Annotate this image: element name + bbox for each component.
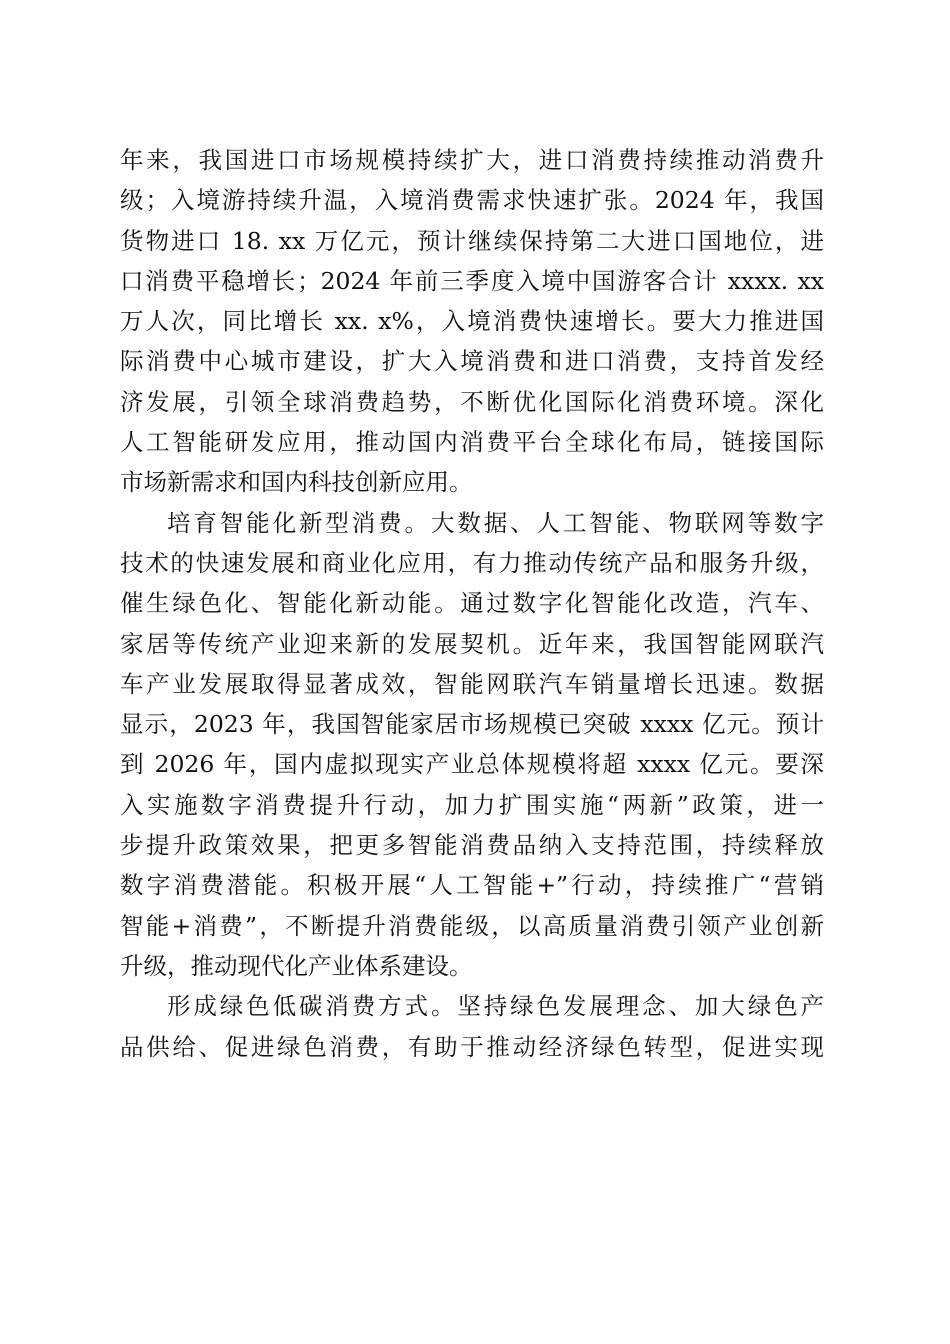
text-line: 口消费平稳增长；2024 年前三季度入境中国游客合计 xxxx. xx <box>120 266 824 295</box>
text-line: 际消费中心城市建设，扩大入境消费和进口消费，支持首发经 <box>120 347 824 376</box>
text-line: 智能+消费”，不断提升消费能级，以高质量消费引领产业创新 <box>120 911 824 940</box>
text-line: 市场新需求和国内科技创新应用。 <box>120 468 473 497</box>
text-line: 入实施数字消费提升行动，加力扩围实施“两新”政策，进一 <box>120 790 824 819</box>
text-line: 培育智能化新型消费。大数据、人工智能、物联网等数字 <box>167 508 824 537</box>
text-line: 车产业发展取得显著成效，智能网联汽车销量增长迅速。数据 <box>120 669 824 698</box>
text-line: 年来，我国进口市场规模持续扩大，进口消费持续推动消费升 <box>120 146 824 174</box>
text-line: 到 2026 年，国内虚拟现实产业总体规模将超 xxxx 亿元。要深 <box>120 750 824 779</box>
document-page <box>120 140 824 1067</box>
text-line: 人工智能研发应用，推动国内消费平台全球化布局，链接国际 <box>120 428 824 457</box>
text-line: 品供给、促进绿色消费，有助于推动经济绿色转型，促进实现 <box>120 1032 824 1061</box>
text-line: 货物进口 18. xx 万亿元，预计继续保持第二大进口国地位，进 <box>120 226 824 255</box>
text-line: 济发展，引领全球消费趋势，不断优化国际化消费环境。深化 <box>120 387 824 416</box>
text-line: 催生绿色化、智能化新动能。通过数字化智能化改造，汽车、 <box>120 589 824 618</box>
text-line: 升级，推动现代化产业体系建设。 <box>120 951 473 980</box>
paragraph-import-consumption <box>120 140 824 503</box>
text-line: 形成绿色低碳消费方式。坚持绿色发展理念、加大绿色产 <box>167 992 824 1021</box>
text-line: 家居等传统产业迎来新的发展契机。近年来，我国智能网联汽 <box>120 629 824 658</box>
paragraph-green-consumption <box>120 986 824 1067</box>
text-line: 技术的快速发展和商业化应用，有力推动传统产品和服务升级， <box>120 548 824 577</box>
text-line: 步提升政策效果，把更多智能消费品纳入支持范围，持续释放 <box>120 831 824 860</box>
text-line: 数字消费潜能。积极开展“人工智能+”行动，持续推广“营销 <box>120 871 824 900</box>
text-line: 显示，2023 年，我国智能家居市场规模已突破 xxxx 亿元。预计 <box>120 710 824 739</box>
text-line: 级；入境游持续升温，入境消费需求快速扩张。2024 年，我国 <box>120 186 824 215</box>
paragraph-smart-consumption <box>120 503 824 987</box>
text-line: 万人次，同比增长 xx. x%，入境消费快速增长。要大力推进国 <box>120 307 824 336</box>
